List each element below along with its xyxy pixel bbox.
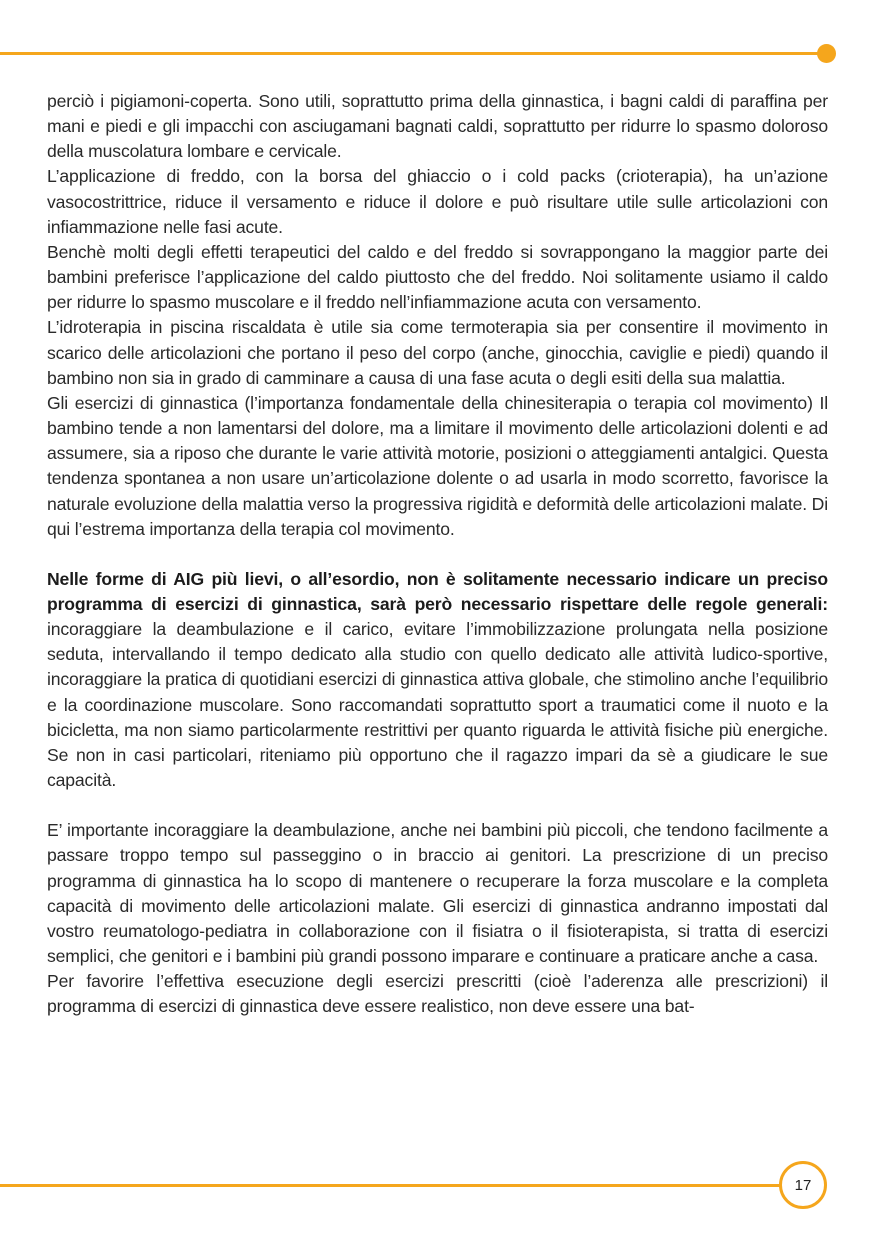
body-text: [47, 89, 828, 1019]
paragraph-cold-therapy: L’applicazione di freddo, con la borsa del ghiaccio o i cold packs (crioterapia), ha un’azione vasocostrittrice, riduce il versamento e riduce il dolore e può risultare utile sulle articolazioni con infiammazione nelle fasi acute.: [47, 166, 828, 237]
paragraph-adherence: Per favorire l’effettiva esecuzione degli esercizi prescritti (cioè l’aderenza alle prescrizioni) il programma di esercizi di ginnastica deve essere realistico, non deve essere una bat-: [47, 971, 828, 1017]
header-rule-dot: [817, 44, 836, 63]
general-rules-bold-lead: Nelle forme di AIG più lievi, o all’esordio, non è solitamente necessario indicare un preciso programma di esercizi di ginnastica, sarà però necessario rispettare delle regole generali:: [47, 568, 828, 614]
paragraph-paraffin: perciò i pigiamoni-coperta. Sono utili, soprattutto prima della ginnastica, i bagni caldi di paraffina per mani e piedi e gli impacchi con asciugamani bagnati caldi, soprattutto per ridurre lo spasmo doloroso della muscolatura lombare e cervicale.: [47, 91, 828, 162]
paragraph-exercises: Gli esercizi di ginnastica (l’importanza fondamentale della chinesiterapia o terapia col movimento) Il bambino tende a non lamentarsi del dolore, ma a limitare il movimento delle articolazioni dolenti e ad assumere, sia a riposo che durante le varie attività motorie, posizioni o atteggiamenti antalgici. Questa tendenza spontanea a non usare un’articolazione dolente o ad usarla in modo scorretto, favorisce la naturale evoluzione della malattia verso la progressiva rigidità e deformità delle articolazioni malate. Di qui l’estrema importanza della terapia col movimento.: [47, 392, 828, 539]
paragraph-general-rules: [47, 567, 828, 793]
paragraph-walking: E’ importante incoraggiare la deambulazione, anche nei bambini più piccoli, che tendono facilmente a passare troppo tempo sul passeggino o in braccio ai genitori. La prescrizione di un preciso programma di ginnastica ha lo scopo di mantenere o recuperare la forza muscolare e la completa capacità di movimento delle articolazioni malate. Gli esercizi di ginnastica andranno impostati dal vostro reumatologo-pediatra in collaborazione con il fisiatra o il fisioterapista, si tratta di esercizi semplici, che genitori e i bambini più grandi possono imparare e continuare a praticare anche a casa.: [47, 820, 828, 966]
general-rules-text: incoraggiare la deambulazione e il carico, evitare l’immobilizzazione prolungata nella posizione seduta, intervallando il tempo dedicato alla studio con quello dedicato alle attività ludico-sportive, incoraggiare la pratica di quotidiani esercizi di ginnastica attiva globale, che stimolino anche l’equilibrio e la coordinazione muscolare. Sono raccomandati soprattutto sport a traumatici come il nuoto e la bicicletta, ma non siamo particolarmente restrittivi per quanto riguarda le attività fisiche più energiche. Se non in casi particolari, riteniamo più opportuno che il ragazzo impari da sè a giudicare le sue capacità.: [47, 619, 828, 791]
header-rule: [0, 52, 822, 55]
paragraph-heat-vs-cold: Benchè molti degli effetti terapeutici del caldo e del freddo si sovrappongano la maggior parte dei bambini preferisce l’applicazione del caldo piuttosto che del freddo. Noi solitamente usiamo il caldo per ridurre lo spasmo muscolare e il freddo nell’infiammazione acuta con versamento.: [47, 241, 828, 313]
footer-rule: [0, 1184, 782, 1187]
page-number-badge: [779, 1161, 827, 1209]
page-number: 17: [794, 1176, 812, 1194]
paragraph-hydrotherapy: L’idroterapia in piscina riscaldata è utile sia come termoterapia sia per consentire il movimento in scarico delle articolazioni che portano il peso del corpo (anche, ginocchia, caviglie e piedi) quando il bambino non sia in grado di camminare a causa di una fase acuta o degli esiti della sua malattia.: [47, 317, 828, 388]
